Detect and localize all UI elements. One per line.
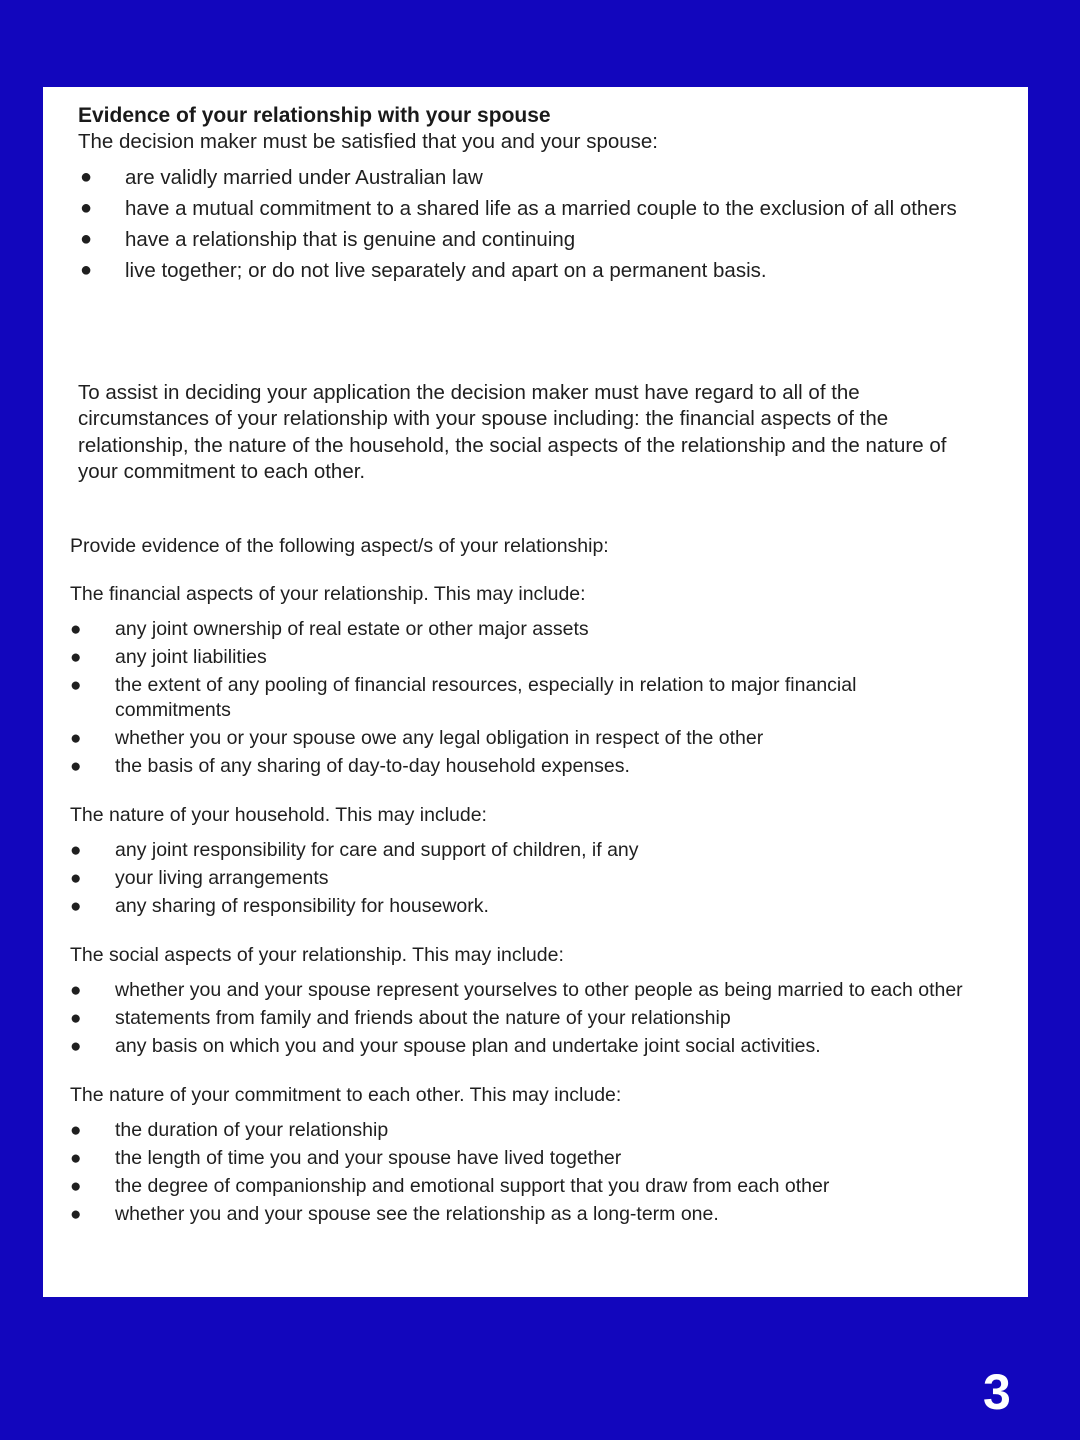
list-item-text: any joint liabilities: [115, 646, 267, 668]
bullet-icon: ●: [70, 1036, 82, 1057]
list-item-text: the length of time you and your spouse have lived together: [115, 1147, 622, 1169]
list-item-text: the basis of any sharing of day-to-day household expenses.: [115, 755, 630, 777]
list-item-text: statements from family and friends about the nature of your relationship: [115, 1007, 731, 1029]
list-item: [70, 645, 970, 670]
list-item-text: are validly married under Australian law: [125, 166, 483, 189]
list-item-text: have a relationship that is genuine and continuing: [125, 228, 576, 251]
list-item-text: the duration of your relationship: [115, 1119, 389, 1141]
bullet-icon: ●: [70, 1008, 82, 1029]
list-item: [70, 866, 970, 891]
group-list: [70, 1118, 970, 1227]
bullet-icon: ●: [80, 197, 93, 219]
list-item-text: have a mutual commitment to a shared life as a married couple to the exclusion of all others: [125, 197, 957, 220]
list-item: [70, 838, 970, 863]
bullet-icon: ●: [70, 619, 82, 640]
list-item: [70, 617, 970, 642]
list-item: [70, 673, 970, 723]
financial-aspects-group: [70, 581, 970, 779]
group-list: [70, 838, 970, 919]
bullet-icon: ●: [70, 980, 82, 1001]
bullet-icon: ●: [70, 647, 82, 668]
provide-evidence-text: Provide evidence of the following aspect/s of your relationship:: [70, 535, 609, 557]
relationship-evidence-section: [78, 103, 988, 289]
list-item: [70, 1174, 970, 1199]
bullet-icon: ●: [70, 728, 82, 749]
requirements-list: [78, 165, 988, 283]
list-item: [78, 165, 988, 190]
page-number: 3: [983, 1364, 1011, 1420]
list-item: [78, 196, 988, 221]
group-title: The social aspects of your relationship. This may include:: [70, 944, 564, 966]
bullet-icon: ●: [70, 1176, 82, 1197]
list-item: [78, 227, 988, 252]
bullet-icon: ●: [80, 259, 93, 281]
group-title: The financial aspects of your relationship. This may include:: [70, 583, 586, 605]
list-item: [70, 1006, 970, 1031]
list-item: [70, 726, 970, 751]
social-aspects-group: [70, 942, 970, 1059]
list-item: [70, 1202, 970, 1227]
list-item-text: the extent of any pooling of financial resources, especially in relation to major financial commitments: [115, 674, 857, 721]
group-title: The nature of your household. This may include:: [70, 804, 487, 826]
list-item: [70, 754, 970, 779]
list-item: [70, 894, 970, 919]
list-item-text: whether you or your spouse owe any legal obligation in respect of the other: [115, 727, 764, 749]
household-group: [70, 802, 970, 919]
bullet-icon: ●: [70, 840, 82, 861]
section-heading: Evidence of your relationship with your spouse: [78, 104, 551, 127]
list-item-text: live together; or do not live separately and apart on a permanent basis.: [125, 259, 767, 282]
group-list: [70, 617, 970, 779]
list-item-text: any basis on which you and your spouse plan and undertake joint social activities.: [115, 1035, 821, 1057]
list-item: [70, 978, 970, 1003]
bullet-icon: ●: [70, 1120, 82, 1141]
bullet-icon: ●: [70, 675, 82, 696]
aspects-section: [70, 533, 970, 1250]
commitment-group: [70, 1082, 970, 1227]
bullet-icon: ●: [70, 1204, 82, 1225]
bullet-icon: ●: [70, 896, 82, 917]
section-intro: The decision maker must be satisfied that you and your spouse:: [78, 130, 659, 153]
circumstances-paragraph: To assist in deciding your application the decision maker must have regard to all of the circumstances of your relationship with your spouse including: the financial aspects of the relationship, the nature of the household, the social aspects of the relationship and the nature of your commitment to each other.: [78, 381, 947, 483]
bullet-icon: ●: [70, 756, 82, 777]
list-item-text: any joint responsibility for care and support of children, if any: [115, 839, 639, 861]
list-item: [70, 1118, 970, 1143]
group-list: [70, 978, 970, 1059]
list-item: [70, 1034, 970, 1059]
list-item: [70, 1146, 970, 1171]
list-item-text: your living arrangements: [115, 867, 329, 889]
bullet-icon: ●: [70, 1148, 82, 1169]
document-page: [43, 87, 1028, 1297]
list-item-text: the degree of companionship and emotional support that you draw from each other: [115, 1175, 830, 1197]
bullet-icon: ●: [80, 166, 93, 188]
list-item-text: whether you and your spouse represent yourselves to other people as being married to each other: [115, 979, 963, 1001]
bullet-icon: ●: [70, 868, 82, 889]
bullet-icon: ●: [80, 228, 93, 250]
list-item: [78, 258, 988, 283]
list-item-text: any joint ownership of real estate or other major assets: [115, 618, 589, 640]
list-item-text: whether you and your spouse see the relationship as a long-term one.: [115, 1203, 719, 1225]
group-title: The nature of your commitment to each other. This may include:: [70, 1084, 622, 1106]
list-item-text: any sharing of responsibility for housework.: [115, 895, 489, 917]
